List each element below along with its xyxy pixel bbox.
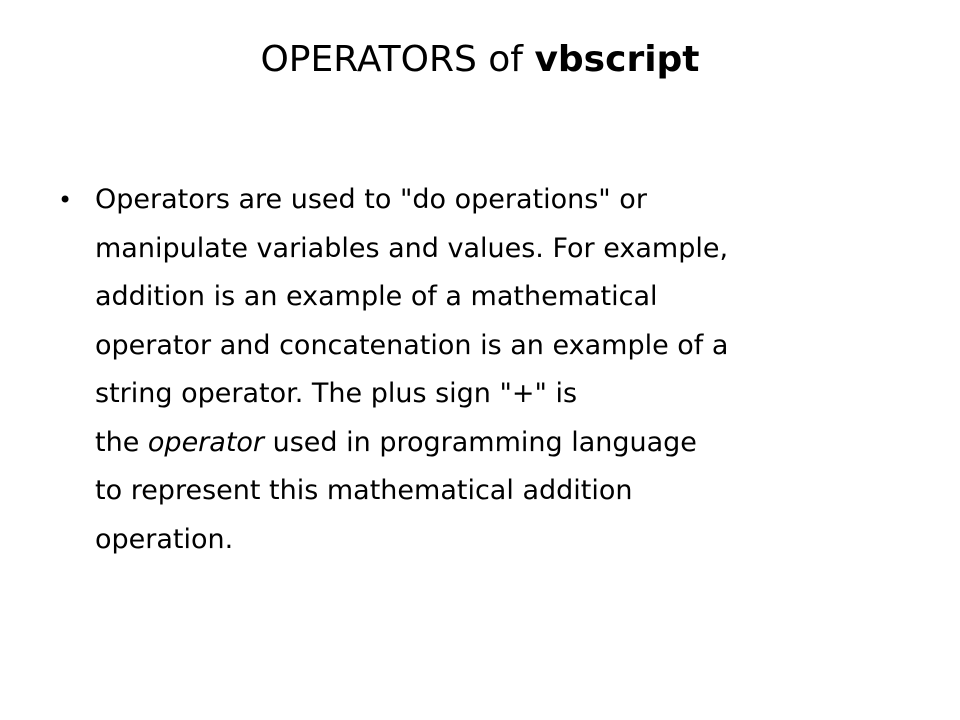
- paragraph-line-5: string operator. The plus sign "+" is: [95, 378, 578, 409]
- paragraph-line-4: operator and concatenation is an example of a: [95, 329, 729, 361]
- paragraph-line-8: operation.: [95, 523, 234, 555]
- title-prefix: OPERATORS of: [260, 39, 535, 80]
- line-6-start: the: [95, 426, 148, 458]
- line-6-end: used in programming language: [264, 426, 697, 458]
- paragraph-line-6: [95, 419, 900, 468]
- bullet-icon: •: [58, 186, 73, 214]
- paragraph-line-1: Operators are used to "do operations" or: [95, 184, 647, 215]
- paragraph-line-3: addition is an example of a mathematical: [95, 281, 658, 312]
- slide-body: [58, 176, 908, 564]
- slide-title: [0, 34, 960, 86]
- title-bold-word: vbscript: [534, 39, 700, 80]
- bullet-item: [58, 176, 908, 564]
- italic-operator-word: operator: [147, 426, 265, 458]
- bullet-paragraph: [95, 176, 900, 564]
- paragraph-line-7: to represent this mathematical addition: [95, 475, 633, 506]
- paragraph-line-2: manipulate variables and values. For example,: [95, 232, 729, 264]
